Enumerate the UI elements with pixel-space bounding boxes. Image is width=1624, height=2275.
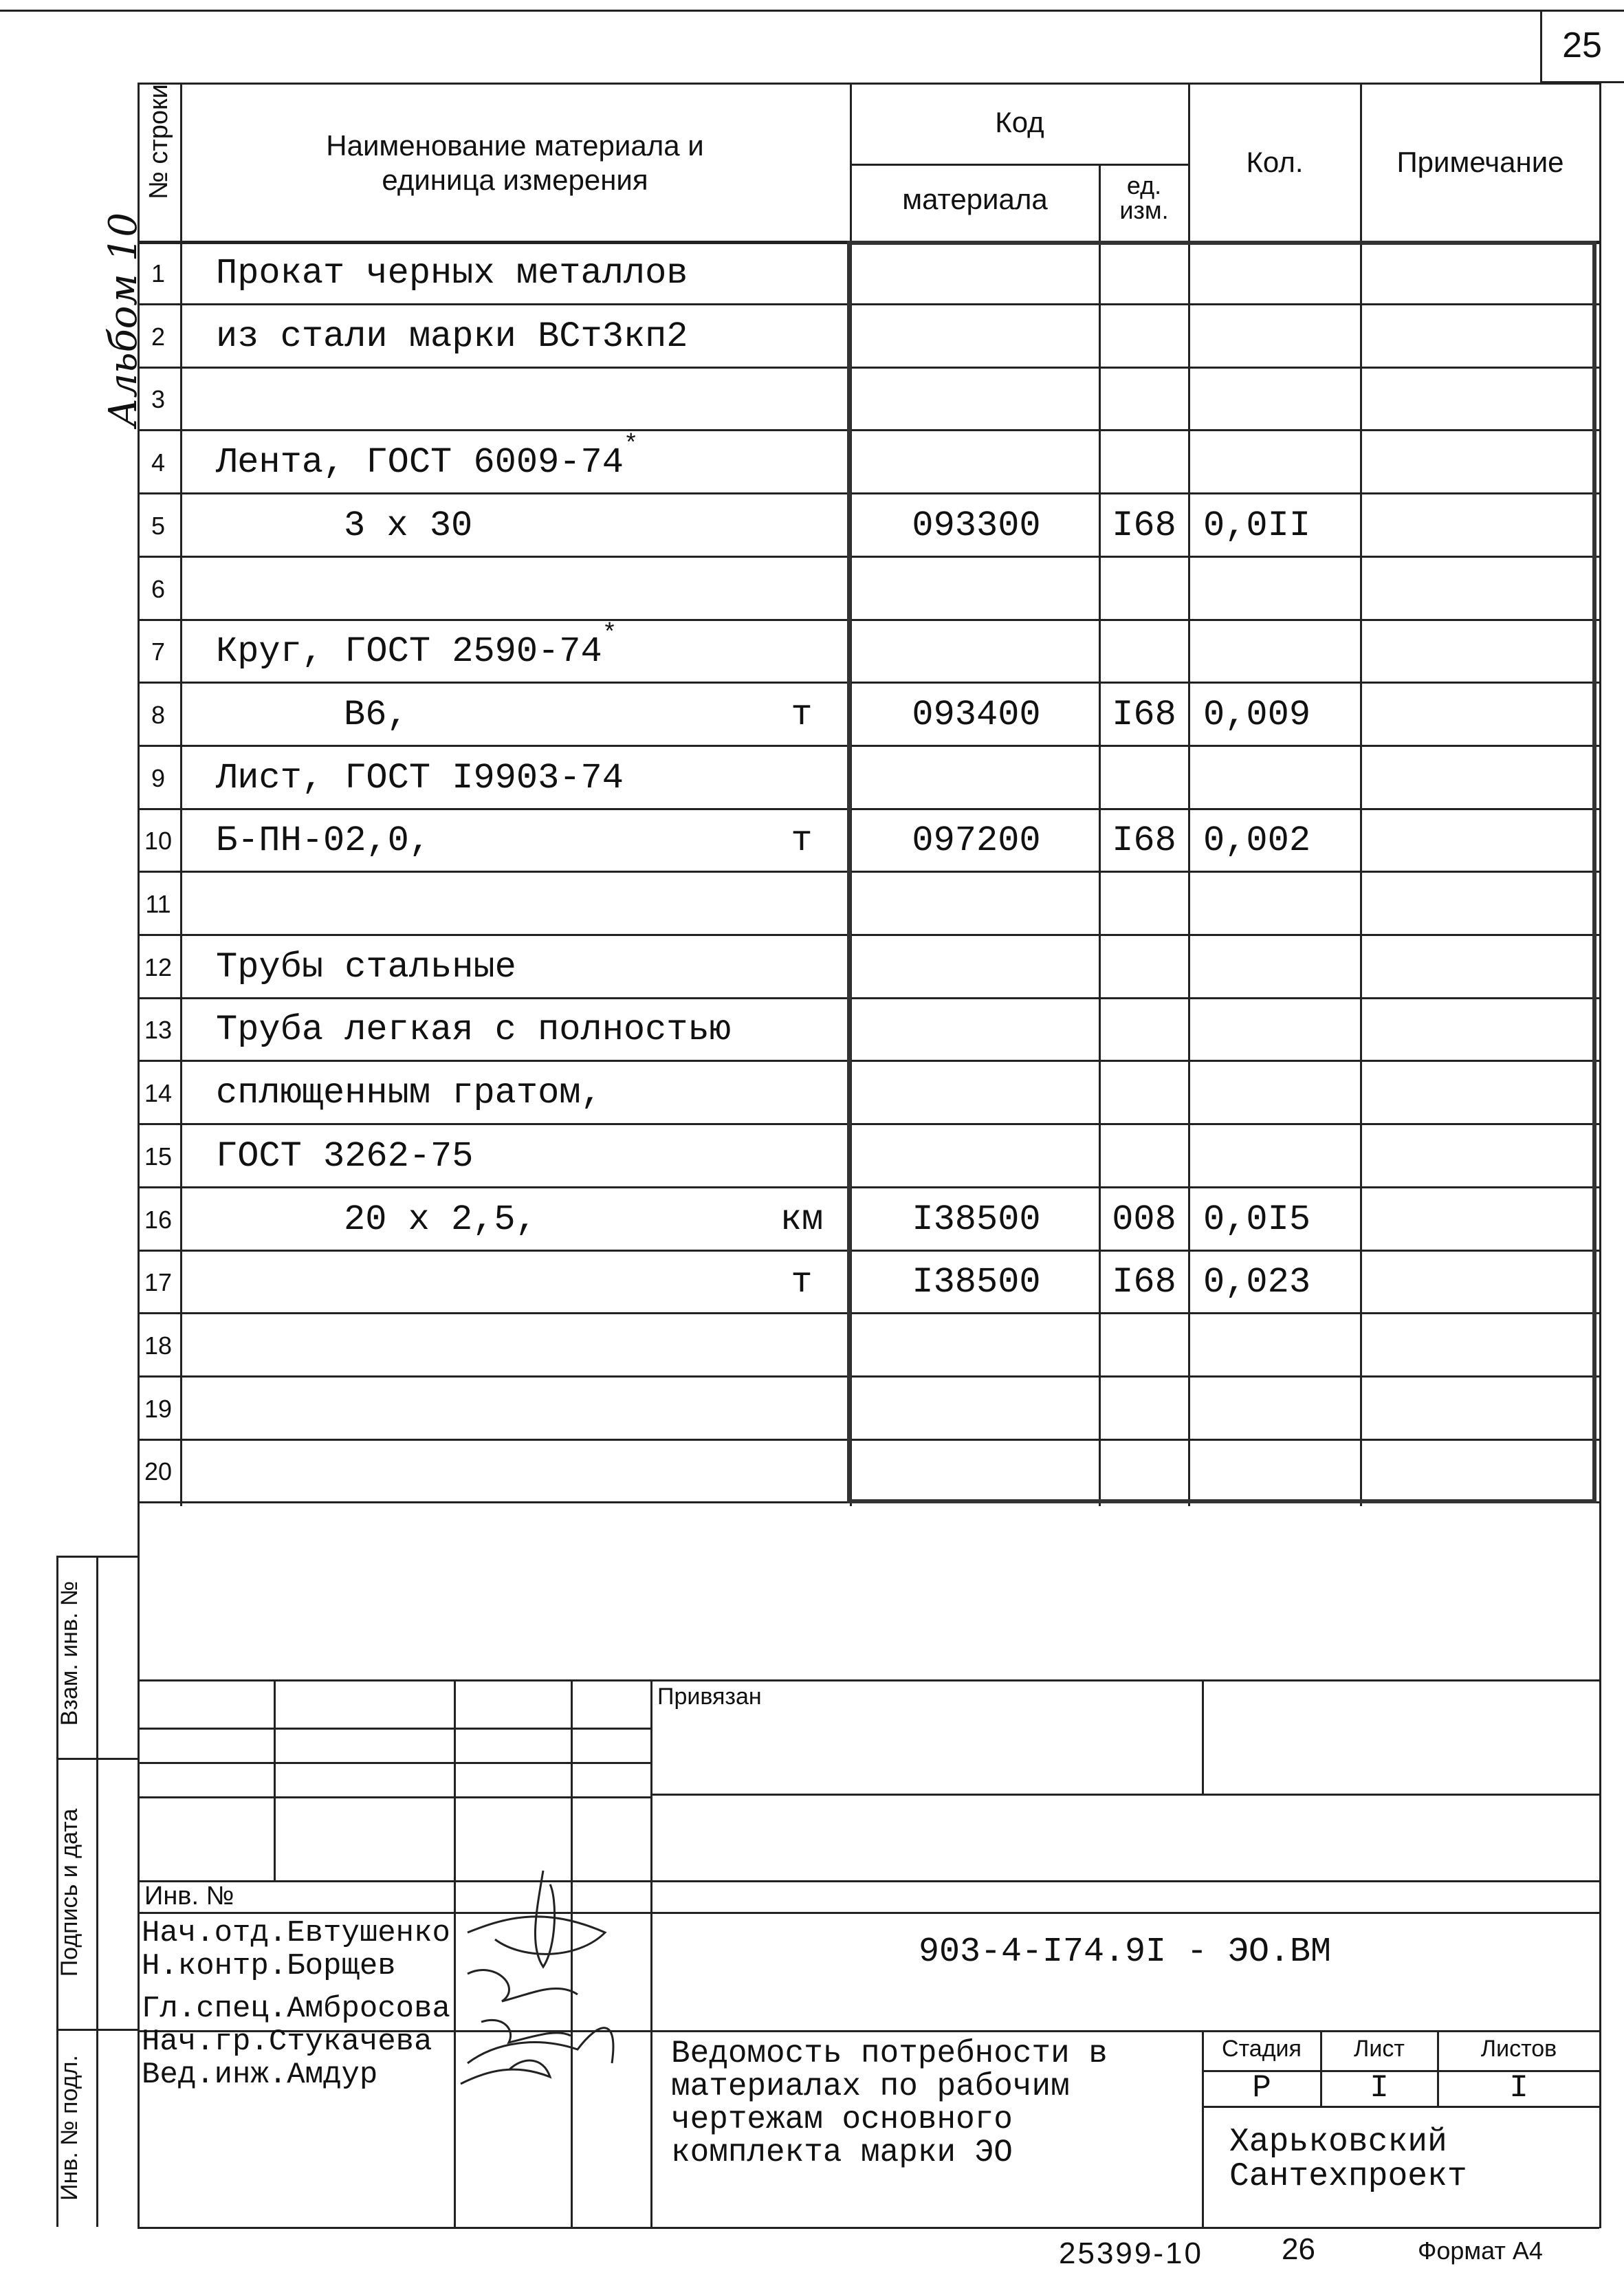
row-unit: т bbox=[791, 820, 813, 861]
row-name: Труба легкая с полностью bbox=[216, 1010, 731, 1050]
tb-org-line-1: Харьковский bbox=[1229, 2124, 1447, 2161]
tb-sheets-label: Листов bbox=[1480, 2036, 1557, 2062]
row-name: ГОСТ 3262-75 bbox=[216, 1136, 474, 1177]
row-name: из стали марки ВСт3кп2 bbox=[216, 316, 688, 357]
header-qty: Кол. bbox=[1246, 146, 1304, 178]
tb-doc-title-line-2: материалах по рабочим bbox=[671, 2069, 1070, 2104]
row-name: Лист, ГОСТ I9903-74 bbox=[216, 758, 624, 798]
footer-format: Формат А4 bbox=[1418, 2236, 1543, 2265]
row-unit: т bbox=[791, 1262, 813, 1303]
tb-inv-line bbox=[138, 1880, 1599, 1882]
row-quantity: 0,002 bbox=[1203, 820, 1311, 861]
signatory-name: Амдур bbox=[287, 2058, 378, 2092]
side-podpis-data: Подпись и дата bbox=[56, 1808, 83, 1977]
frame-top-line bbox=[138, 83, 1599, 85]
row-unit-code: I68 bbox=[1112, 505, 1176, 546]
signatory-row bbox=[142, 1916, 450, 1950]
tb-inv-no: Инв. № bbox=[144, 1882, 234, 1911]
side-stamp-line-1 bbox=[56, 1758, 138, 1760]
header-row-number: № строки bbox=[144, 84, 173, 199]
signatory-role: Нач.гр. bbox=[142, 2025, 269, 2059]
tb-grid-line-2 bbox=[138, 1762, 650, 1764]
footer-archive-no: 25399-10 bbox=[1059, 2236, 1203, 2270]
side-stamp-line-2 bbox=[56, 2029, 138, 2031]
top-border-line bbox=[0, 10, 1624, 12]
header-code: Код bbox=[995, 106, 1044, 138]
row-number: 18 bbox=[144, 1331, 173, 1360]
row-number: 16 bbox=[144, 1206, 173, 1234]
signatory-row bbox=[142, 2025, 432, 2059]
row-number: 6 bbox=[151, 575, 166, 603]
page-number: 25 bbox=[1562, 25, 1602, 65]
row-number: 2 bbox=[151, 323, 166, 351]
tb-stage-value: Р bbox=[1252, 2070, 1271, 2106]
row-quantity: 0,0II bbox=[1203, 505, 1311, 546]
row-quantity: 0,023 bbox=[1203, 1262, 1311, 1303]
side-stamp-inner-line bbox=[96, 1556, 98, 2227]
row-number: 1 bbox=[151, 259, 166, 287]
row-name: сплющенным гратом, bbox=[216, 1073, 602, 1113]
header-code-material: материала bbox=[902, 183, 1048, 215]
tb-doc-title-line-1: Ведомость потребности в bbox=[671, 2036, 1108, 2071]
row-material-code: 097200 bbox=[912, 820, 1041, 861]
row-number: 15 bbox=[144, 1142, 173, 1171]
row-number: 12 bbox=[144, 953, 173, 981]
tb-top-line bbox=[138, 1679, 1599, 1681]
row-material-code: I38500 bbox=[912, 1199, 1041, 1240]
frame-right-line bbox=[1599, 83, 1601, 2228]
code-subheader-line bbox=[850, 164, 1188, 166]
signatory-role: Вед.инж. bbox=[142, 2058, 287, 2092]
row-name: Лента, ГОСТ 6009-74 * bbox=[216, 431, 624, 494]
header-code-unit-line1: ед. bbox=[1126, 171, 1162, 199]
row-quantity: 0,009 bbox=[1203, 695, 1311, 735]
tb-organization bbox=[1229, 2125, 1467, 2194]
row-number: 8 bbox=[151, 701, 166, 729]
row-number: 3 bbox=[151, 385, 166, 413]
signatory-row bbox=[142, 1949, 396, 1983]
header-name-line2: единица измерения bbox=[382, 164, 648, 196]
side-vzam-inv: Взам. инв. № bbox=[56, 1580, 83, 1726]
tb-sheets-value: I bbox=[1509, 2070, 1528, 2106]
row-name: Трубы стальные bbox=[216, 947, 516, 988]
row-number: 13 bbox=[144, 1016, 173, 1044]
tb-privyazan: Привязан bbox=[657, 1684, 762, 1710]
tb-doc-title-line-4: комплекта марки ЭО bbox=[671, 2135, 1013, 2170]
row-unit-code: I68 bbox=[1112, 695, 1176, 735]
row-material-code: I38500 bbox=[912, 1262, 1041, 1303]
header-code-unit-line2: изм. bbox=[1119, 196, 1169, 224]
row-unit-code: 008 bbox=[1112, 1199, 1176, 1240]
signatory-row bbox=[142, 2058, 377, 2092]
row-number: 17 bbox=[144, 1268, 173, 1296]
row-name: Прокат черных металлов bbox=[216, 253, 688, 294]
header-note: Примечание bbox=[1396, 146, 1564, 178]
tb-sheet-value: I bbox=[1370, 2070, 1389, 2106]
tb-doc-title-line-3: чертежам основного bbox=[671, 2102, 1013, 2137]
signatory-name: Евтушенко bbox=[287, 1916, 450, 1950]
tb-grid-line-1 bbox=[138, 1728, 650, 1730]
row-number: 4 bbox=[151, 448, 166, 477]
row-number: 14 bbox=[144, 1079, 173, 1107]
row-quantity: 0,0I5 bbox=[1203, 1199, 1311, 1240]
tb-code-top-line bbox=[138, 1912, 1599, 1914]
signatures-drawing bbox=[440, 1857, 646, 2091]
code-block-border bbox=[847, 241, 1596, 1503]
tb-sheet-label: Лист bbox=[1354, 2036, 1405, 2062]
row-unit-code: I68 bbox=[1112, 1262, 1176, 1303]
row-name: Круг, ГОСТ 2590-74 * bbox=[216, 620, 602, 684]
row-number: 7 bbox=[151, 638, 166, 666]
tb-doc-code: 903-4-I74.9I - ЭО.ВМ bbox=[918, 1933, 1332, 1972]
side-inv-podl: Инв. № подл. bbox=[56, 2055, 83, 2201]
tb-org-line-2: Сантехпроект bbox=[1229, 2158, 1467, 2195]
tb-privyazan-divider bbox=[1202, 1679, 1204, 1795]
frame-bottom-line bbox=[138, 2227, 1599, 2229]
tb-privyazan-bottom bbox=[650, 1794, 1599, 1796]
row-number: 5 bbox=[151, 512, 166, 540]
row-name: 20 x 2,5, bbox=[344, 1199, 537, 1240]
tb-stage-bottom-line bbox=[1202, 2106, 1599, 2108]
tb-col-1 bbox=[274, 1679, 276, 1882]
row-name: Б-ПН-02,0, bbox=[216, 820, 431, 861]
tb-grid-line-3 bbox=[138, 1796, 650, 1798]
signatory-row bbox=[142, 1992, 450, 2026]
row-unit: т bbox=[791, 695, 813, 735]
signatory-role: Нач.отд. bbox=[142, 1916, 287, 1950]
header-code-unit bbox=[1100, 173, 1188, 223]
header-name-line1: Наименование материала и bbox=[326, 129, 704, 162]
row-number: 20 bbox=[144, 1457, 173, 1485]
row-material-code: 093400 bbox=[912, 695, 1041, 735]
footer-archive-page: 26 bbox=[1282, 2232, 1315, 2266]
tb-doc-title bbox=[671, 2037, 1108, 2169]
signatory-name: Борщев bbox=[287, 1949, 396, 1983]
row-number: 11 bbox=[145, 890, 171, 918]
row-unit: км bbox=[780, 1199, 824, 1240]
row-name: 3 x 30 bbox=[344, 505, 473, 546]
row-name: В6, bbox=[344, 695, 408, 735]
signatory-role: Гл.спец. bbox=[142, 1992, 287, 2026]
signatory-name: Стукачева bbox=[268, 2025, 432, 2059]
album-note: Альбом 10 bbox=[101, 213, 146, 427]
row-material-code: 093300 bbox=[912, 505, 1041, 546]
tb-stage-label: Стадия bbox=[1222, 2036, 1302, 2062]
row-number: 9 bbox=[151, 764, 166, 792]
row-name-superscript: * bbox=[602, 620, 617, 648]
signatory-name: Амбросова bbox=[287, 1992, 450, 2026]
row-number: 10 bbox=[144, 827, 173, 855]
row-unit-code: I68 bbox=[1112, 820, 1176, 861]
row-name-superscript: * bbox=[623, 431, 639, 459]
row-number: 19 bbox=[144, 1395, 173, 1423]
signatory-role: Н.контр. bbox=[142, 1949, 287, 1983]
